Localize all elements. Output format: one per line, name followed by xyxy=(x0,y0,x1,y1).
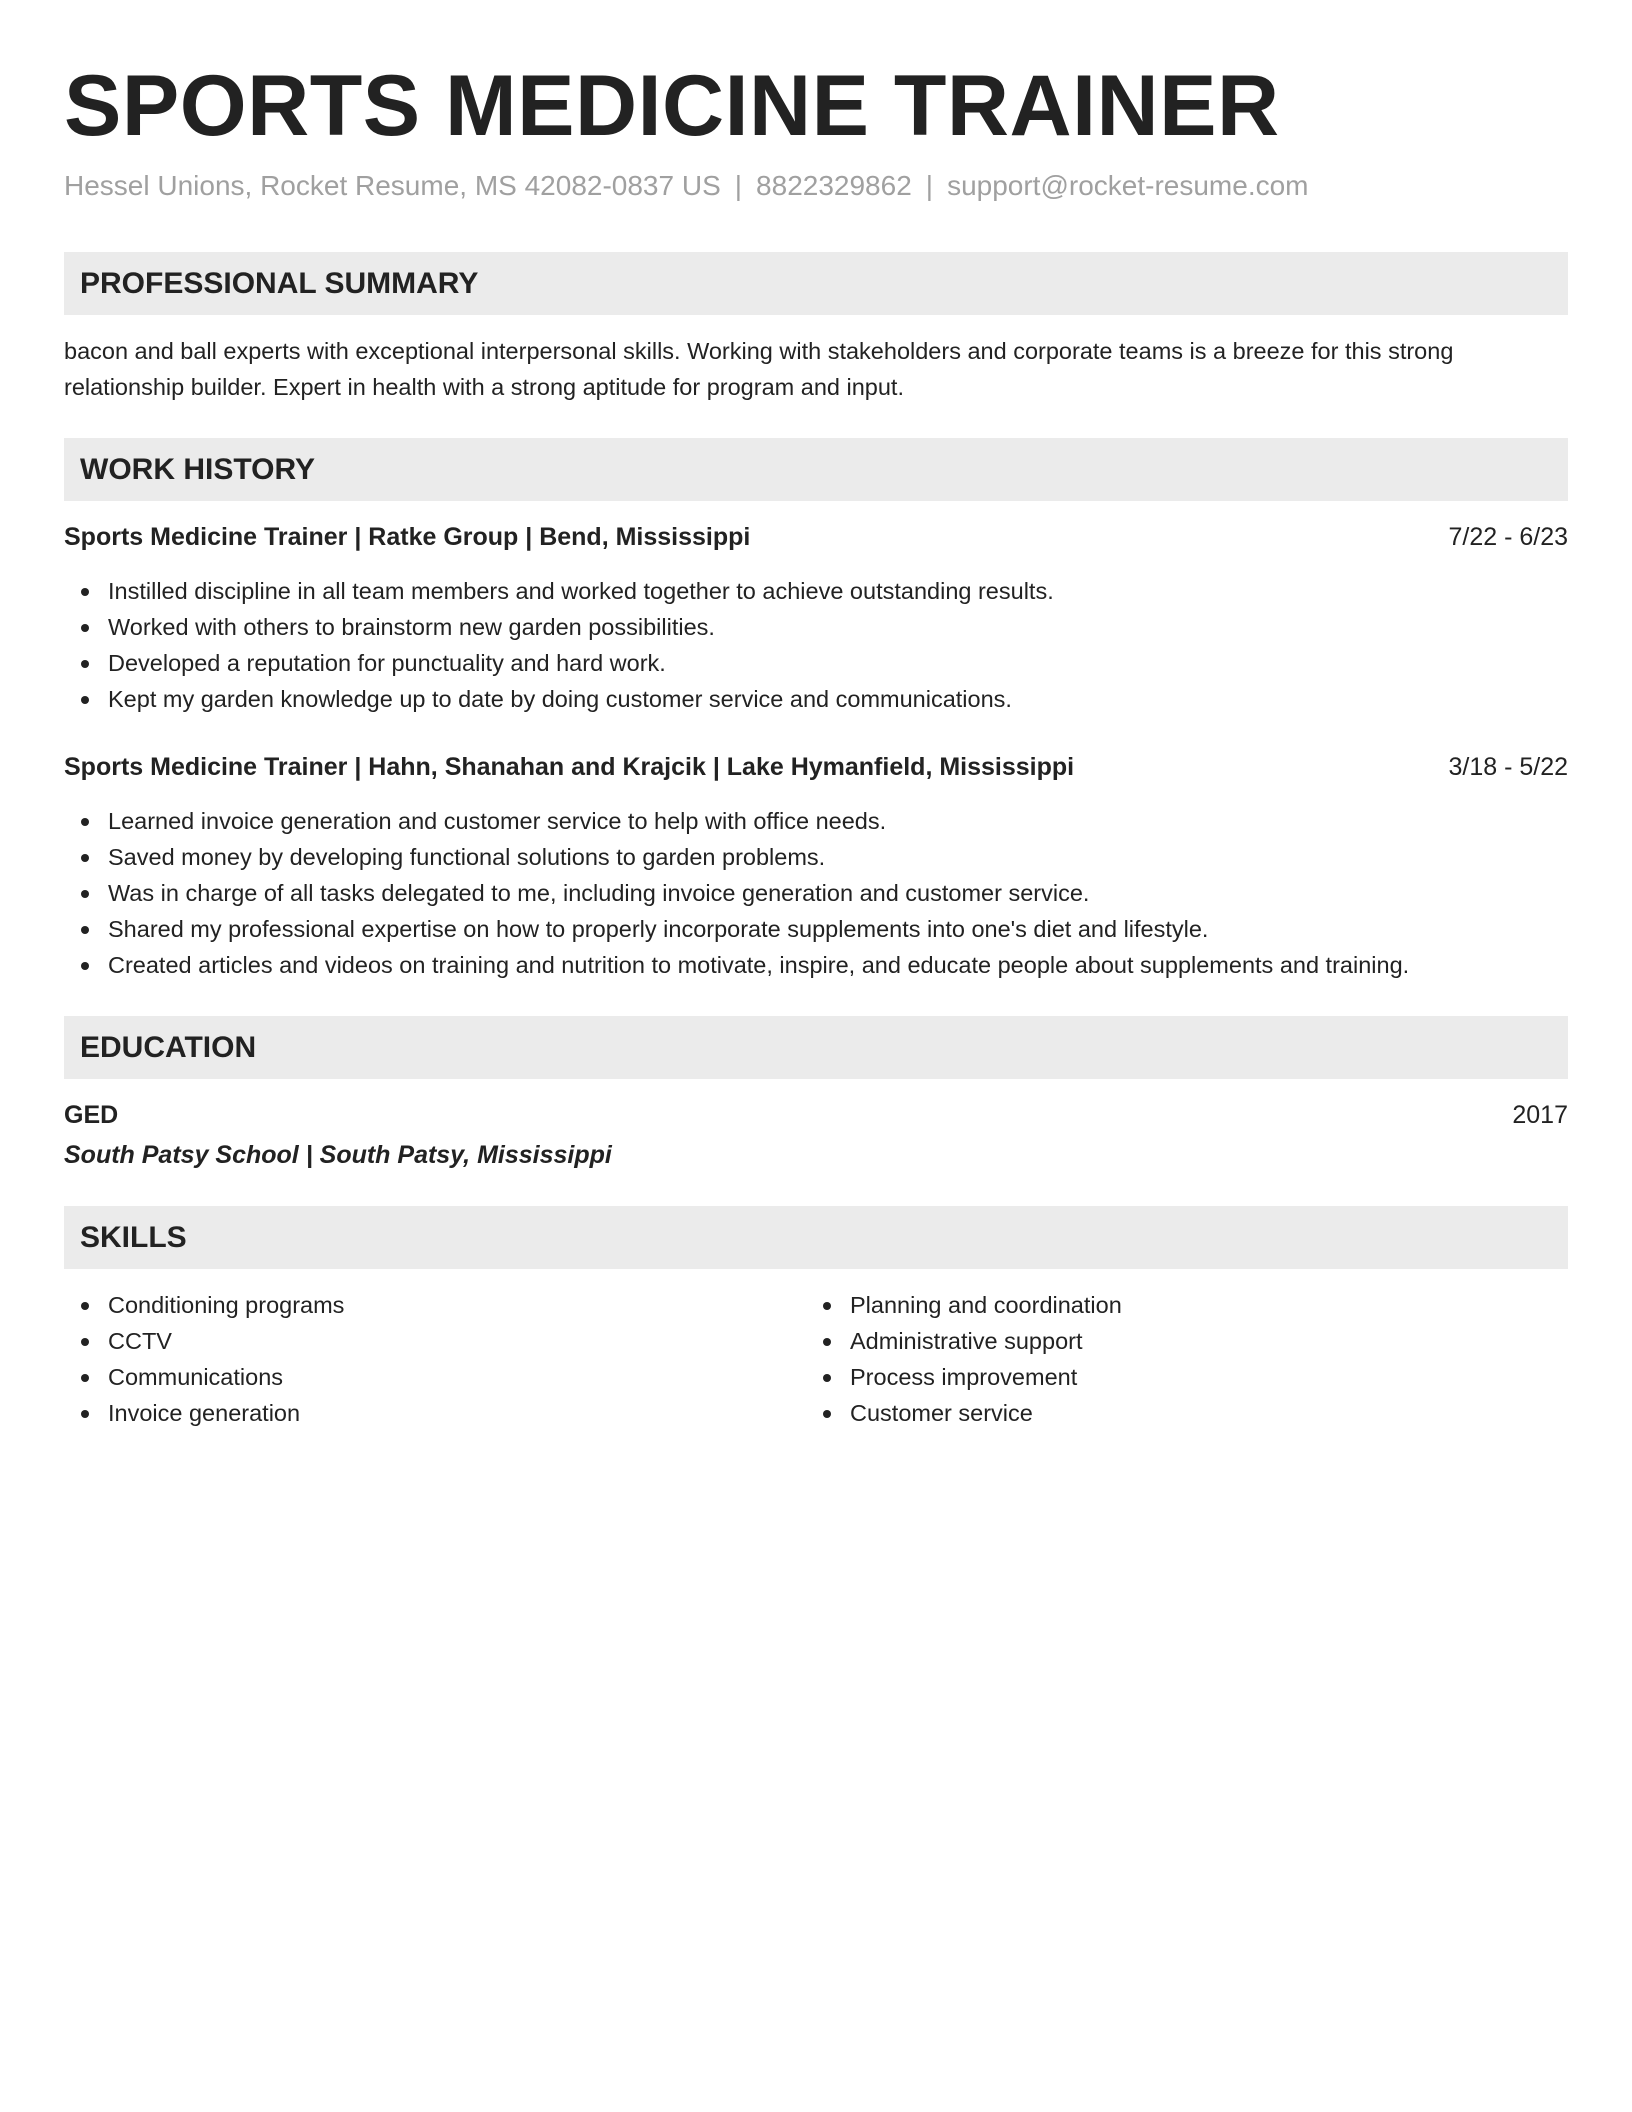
education-entry xyxy=(64,1097,1568,1133)
job-duty: Created articles and videos on training and nutrition to motivate, inspire, and educate people about supplements and training. xyxy=(64,947,1568,983)
job-duties-list xyxy=(64,803,1568,983)
job-duties-list xyxy=(64,573,1568,717)
job-dates: 3/18 - 5/22 xyxy=(1448,753,1568,781)
skills-list xyxy=(806,1287,1548,1431)
job-header xyxy=(64,749,1568,785)
job-duty: Was in charge of all tasks delegated to me, including invoice generation and customer service. xyxy=(64,875,1568,911)
job-duty: Instilled discipline in all team members and worked together to achieve outstanding results. xyxy=(64,573,1568,609)
education-year: 2017 xyxy=(1512,1101,1568,1129)
section-heading-summary: PROFESSIONAL SUMMARY xyxy=(64,252,1568,315)
summary-text: bacon and ball experts with exceptional interpersonal skills. Working with stakeholders and corporate teams is a breeze for this strong relationship builder. Expert in health with a strong aptitude for program and input. xyxy=(64,338,1454,400)
skill-item: CCTV xyxy=(64,1323,806,1359)
job-duty: Worked with others to brainstorm new garden possibilities. xyxy=(64,609,1568,645)
job-title: Sports Medicine Trainer | Hahn, Shanahan and Krajcik | Lake Hymanfield, Mississippi xyxy=(64,753,1075,781)
contact-address: Hessel Unions, Rocket Resume, MS 42082-0837 US xyxy=(64,170,721,201)
skill-item: Planning and coordination xyxy=(806,1287,1548,1323)
skill-item: Conditioning programs xyxy=(64,1287,806,1323)
contact-separator: | xyxy=(925,170,934,201)
job-duty: Kept my garden knowledge up to date by doing customer service and communications. xyxy=(64,681,1568,717)
education-school: South Patsy School | South Patsy, Mississippi xyxy=(64,1141,612,1169)
skill-item: Invoice generation xyxy=(64,1395,806,1431)
contact-phone: 8822329862 xyxy=(756,170,912,201)
candidate-title: SPORTS MEDICINE TRAINER xyxy=(64,58,1280,154)
job-header xyxy=(64,519,1568,555)
skill-item: Communications xyxy=(64,1359,806,1395)
contact-line xyxy=(64,168,1568,204)
job-duty: Learned invoice generation and customer service to help with office needs. xyxy=(64,803,1568,839)
resume-page xyxy=(64,0,1568,1431)
skills-column-left xyxy=(64,1287,806,1431)
section-heading-education: EDUCATION xyxy=(64,1016,1568,1079)
job-duty: Developed a reputation for punctuality and hard work. xyxy=(64,645,1568,681)
skill-item: Customer service xyxy=(806,1395,1548,1431)
section-heading-work-history: WORK HISTORY xyxy=(64,438,1568,501)
skills-columns xyxy=(64,1287,1568,1431)
skill-item: Administrative support xyxy=(806,1323,1548,1359)
job-dates: 7/22 - 6/23 xyxy=(1448,523,1568,551)
job-title: Sports Medicine Trainer | Ratke Group | Bend, Mississippi xyxy=(64,523,751,551)
job-duty: Saved money by developing functional solutions to garden problems. xyxy=(64,839,1568,875)
contact-email: support@rocket-resume.com xyxy=(947,170,1309,201)
job-entry xyxy=(64,519,1568,717)
skills-column-right xyxy=(806,1287,1548,1431)
education-degree: GED xyxy=(64,1101,119,1129)
job-duty: Shared my professional expertise on how to properly incorporate supplements into one's diet and lifestyle. xyxy=(64,911,1568,947)
skill-item: Process improvement xyxy=(806,1359,1548,1395)
contact-separator: | xyxy=(734,170,743,201)
section-heading-skills: SKILLS xyxy=(64,1206,1568,1269)
skills-list xyxy=(64,1287,806,1431)
job-entry xyxy=(64,749,1568,983)
